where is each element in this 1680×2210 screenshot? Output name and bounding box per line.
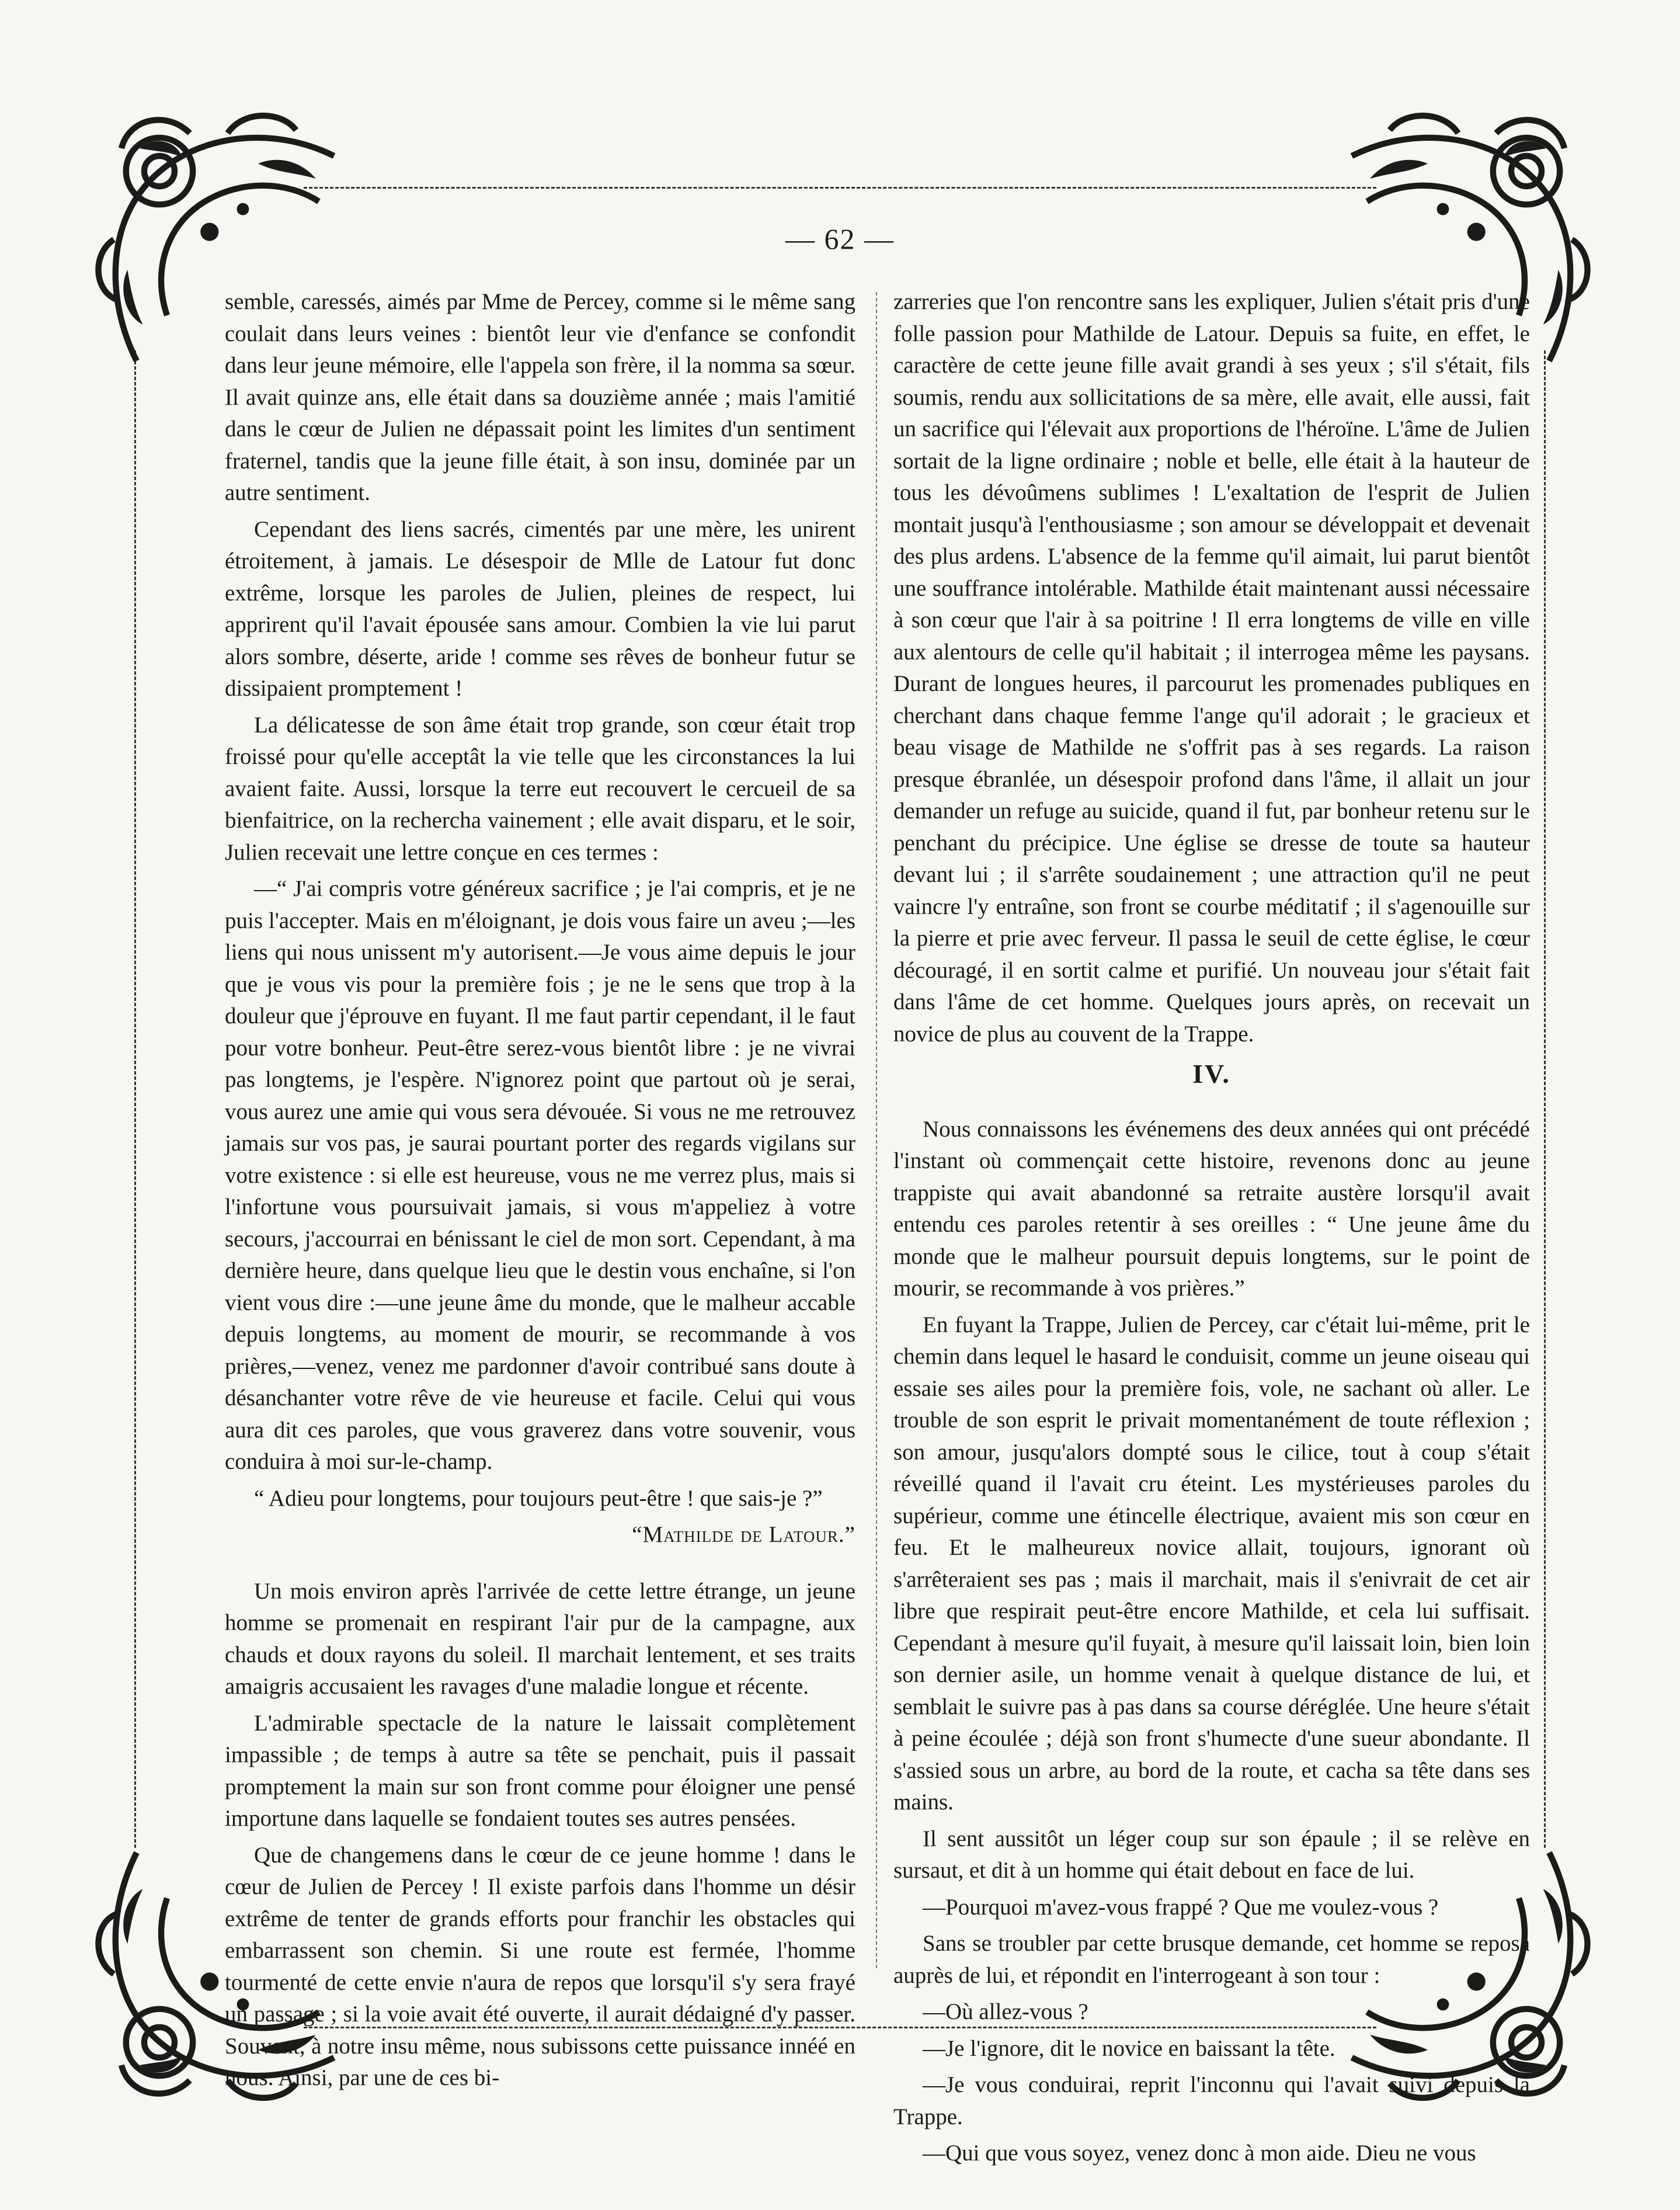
paragraph: semble, caressés, aimés par Mme de Percey, comme si le même sang coulait dans leurs veines : bientôt leur vie d'enfance se confondit dans leur jeune mémoire, elle l'appela son frère, il la nomma sa sœur. Il avait quinze ans, elle était dans sa douzième année ; mais l'amitié dans le cœur de Julien ne dépassait point les limites d'un sentiment fraternel, tandis que la jeune fille était, à son insu, dominée par un autre sentiment. [225, 289, 855, 505]
paragraph: En fuyant la Trappe, Julien de Percey, car c'était lui-même, prit le chemin dans lequel le hasard le conduisit, comme un jeune oiseau qui essaie ses ailes pour la première fois, vole, ne sachant où aller. Le trouble de son esprit le privait momentanément de toute réflexion ; son amour, jusqu'alors dompté sous le cilice, tout à coup s'était réveillé quand il l'avait cru éteint. Les mystérieuses paroles du supérieur, comme une étincelle électrique, avaient mis son cœur en feu. Et le malheureux novice allait, toujours, ignorant où s'arrêteraient ses pas ; mais il marchait, mais il s'enivrait de cet air libre que respirait peut-être encore Mathilde, et cela lui suffisait. Cependant à mesure qu'il fuyait, à mesure qu'il laissait loin, bien loin son dernier asile, un homme venait à quelque distance de lui, et semblait le suivre pas à pas dans sa course déréglée. Une heure s'était à peine écoulée ; déjà son front s'humecte d'une sueur abondante. Il s'assied sous un arbre, au bord de la route, et cacha sa tête dans ses mains. [893, 1312, 1530, 1815]
paragraph: L'admirable spectacle de la nature le laissait complètement impassible ; de temps à autre sa tête se penchait, puis il passait promptement la main sur son front comme pour éloigner une pensé importune dans laquelle se fondaient toutes ses autres pensées. [225, 1710, 855, 1831]
section-heading: IV. [1192, 1059, 1231, 1089]
paragraph: Sans se troubler par cette brusque demande, cet homme se reposa auprès de lui, et répondit en l'interrogeant à son tour : [893, 1931, 1530, 1988]
dialogue-line: —Où allez-vous ? [923, 1999, 1088, 2024]
frame-border-right [1544, 350, 1546, 1848]
dialogue-line: —Qui que vous soyez, venez donc à mon aide. Dieu ne vous [923, 2140, 1476, 2166]
frame-border-top [304, 187, 1376, 189]
column-divider [876, 292, 877, 1968]
left-column [225, 286, 855, 2090]
paragraph: La délicatesse de son âme était trop grande, son cœur était trop froissé pour qu'elle acceptât la vie telle que les circonstances la lui avaient faite. Aussi, lorsque la terre eut recouvert le cercueil de sa bienfaitrice, on la rechercha vainement ; elle avait disparu, et le soir, Julien recevait une lettre conçue en ces termes : [225, 712, 855, 865]
paragraph: Un mois environ après l'arrivée de cette lettre étrange, un jeune homme se promenait en respirant l'air pur de la campagne, aux chauds et doux rayons du soleil. Il marchait lentement, et ses traits amaigris accusaient les ravages d'une maladie longue et récente. [225, 1578, 855, 1699]
paragraph: Que de changemens dans le cœur de ce jeune homme ! dans le cœur de Julien de Percey ! Il existe parfois dans l'homme un désir extrême de tenter de grands efforts pour franchir les obstacles qui embarrassent son chemin. Si une route est fermée, l'homme tourmenté de cette envie n'aura de repos que lorsqu'il s'y sera frayé un passage ; si la voie avait été ouverte, il aurait dédaigné d'y passer. Souvent, à notre insu même, nous subissons cette puissance innéé en nous. Ainsi, par une de ces bi- [225, 1842, 855, 2090]
paragraph: zarreries que l'on rencontre sans les expliquer, Julien s'était pris d'une folle passion pour Mathilde de Latour. Depuis sa fuite, en effet, le caractère de cette jeune fille avait grandi à ses yeux ; s'il s'était, fils soumis, rendu aux sollicitations de sa mère, elle avait, elle aussi, fait un sacrifice qui l'élevait aux proportions de l'héroïne. L'âme de Julien sortait de la ligne ordinaire ; noble et belle, elle était à la hauteur de tous les dévoûmens sublimes ! L'exaltation de l'esprit de Julien montait jusqu'à l'enthousiasme ; son amour se développait et devenait des plus ardens. L'absence de la femme qu'il aimait, lui parut bientôt une souffrance intolérable. Mathilde était maintenant aussi nécessaire à son cœur que l'air à sa poitrine ! Il erra longtems de ville en ville aux alentours de celle qu'il habitait ; il interrogea même les paysans. Durant de longues heures, il parcourut les promenades publiques en cherchant dans chaque femme l'ange qu'il adorait ; le gracieux et beau visage de Mathilde ne s'offrit pas à ses regards. La raison presque ébranlée, un désespoir profond dans l'âme, il allait un jour demander un refuge au suicide, quand il fut, par bonheur retenu sur le penchant du précipice. Une église se dresse de toute sa hauteur devant lui ; il s'arrête soudainement ; une attraction qu'il ne peut vaincre l'y entraîne, son front se courbe méditatif ; il s'agenouille sur la pierre et prie avec ferveur. Il passa le seuil de cette église, le cœur découragé, il en sortit calme et purifié. Un nouveau jour s'était fait dans l'âme de cet homme. Quelques jours après, on recevait un novice de plus au couvent de la Trappe. [893, 289, 1530, 1047]
letter-signature: “Mathilde de Latour.” [632, 1522, 855, 1547]
letter-paragraph: —“ J'ai compris votre généreux sacrifice ; je l'ai compris, et je ne puis l'accepter. Mais en m'éloignant, je dois vous faire un aveu ;—les liens qui nous unissent m'y autorisent.—Je vous aime depuis le jour que je vous vis pour la première fois ; je ne le sens que trop à la douleur que j'éprouve en fuyant. Il me faut partir cependant, il le faut pour votre bonheur. Peut-être serez-vous bientôt libre : je ne vivrai pas longtems, je l'espère. N'ignorez point que partout où je serai, vous aurez une amie qui vous sera dévouée. Si vous ne me retrouvez jamais sur vos pas, je saurai pourtant porter des regards vigilans sur votre existence : si elle est heureuse, vous ne me verrez plus, mais si l'infortune vous poursuivait jamais, si vous m'appeliez à votre secours, j'accourrai en bénissant le ciel de mon sort. Cependant, à ma dernière heure, dans quelque lieu que le destin vous enchaîne, si l'on vient vous dire :—une jeune âme du monde, que le malheur accable depuis longtems, au moment de mourir, se recommande à vos prières,—venez, venez me pardonner d'avoir contribué sans doute à désanchanter votre rêve de vie heureuse et facile. Celui qui vous aura dit ces paroles, que vous graverez dans votre souvenir, vous conduira à moi sur-le-champ. [225, 876, 855, 1474]
right-column [893, 286, 1530, 2166]
dialogue-line: —Je vous conduirai, reprit l'inconnu qui l'avait suivi depuis la Trappe. [893, 2072, 1530, 2129]
paragraph: Nous connaissons les événemens des deux années qui ont précédé l'instant où commençait cette histoire, revenons donc au jeune trappiste qui avait abandonné sa retraite austère lorsqu'il avait entendu ces paroles retentir à ses oreilles : “ Une jeune âme du monde que le malheur poursuit depuis longtems, sur le point de mourir, se recommande à vos prières.” [893, 1116, 1530, 1301]
page-number: — 62 — [785, 223, 895, 255]
section-spacer [225, 1556, 855, 1576]
paragraph: Il sent aussitôt un léger coup sur son épaule ; il se relève en sursaut, et dit à un homme qui était debout en face de lui. [893, 1826, 1530, 1883]
paragraph: Cependant des liens sacrés, cimentés par une mère, les unirent étroitement, à jamais. Le désespoir de Mlle de Latour fut donc extrême, lorsque les paroles de Julien, pleines de respect, lui apprirent qu'il l'avait épousée sans amour. Combien la vie lui parut alors sombre, déserte, aride ! comme ses rêves de bonheur futur se dissipaient promptement ! [225, 516, 855, 701]
dialogue-line: —Je l'ignore, dit le novice en baissant la tête. [923, 2035, 1335, 2061]
frame-border-left [134, 350, 136, 1848]
letter-closing: “ Adieu pour longtems, pour toujours peut-être ! que sais-je ?” [254, 1485, 823, 1511]
dialogue-line: —Pourquoi m'avez-vous frappé ? Que me voulez-vous ? [923, 1894, 1439, 1920]
